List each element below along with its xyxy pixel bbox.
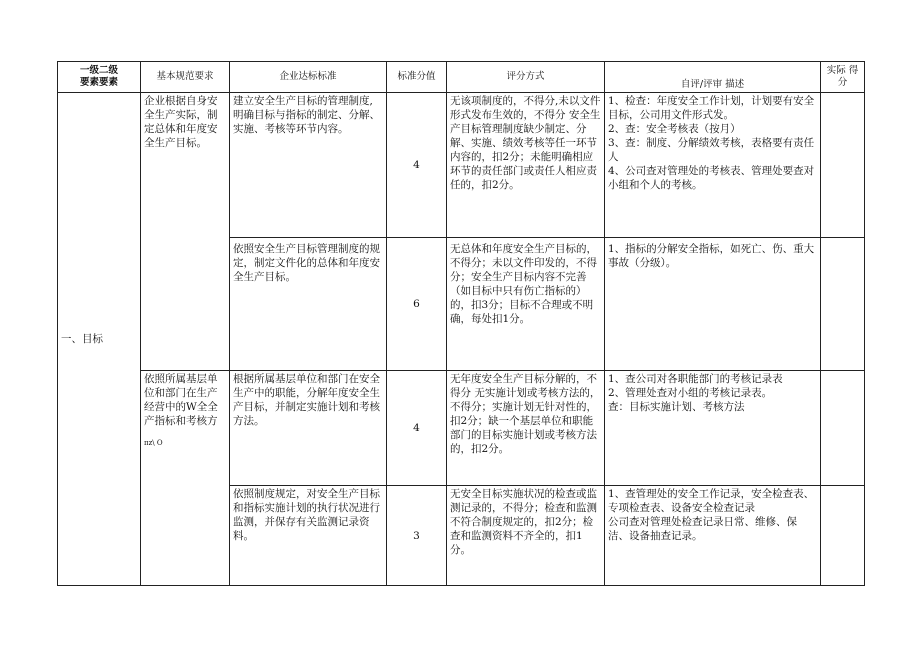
score-cell: 6 — [387, 238, 447, 371]
method-cell: 无总体和年度安全生产目标的，不得分；未以文件印发的，不得分；安全生产目标内容不完善（如目标中只有伤亡指标的）的，扣3分；目标不合理或不明确，每处扣1分。 — [447, 238, 605, 371]
basic-requirement-cell — [141, 371, 230, 586]
header-row — [58, 62, 865, 93]
header-self-eval: 自评/评审 描述 — [605, 62, 821, 93]
self-eval-cell: 1、查管理处的安全工作记录，安全检查表、专项检查表、设备安全检查记录 公司查对管理处检查记录日常、维修、保洁、设备抽查记录。 — [605, 486, 821, 586]
score-cell: 4 — [387, 371, 447, 486]
basic-requirement-cell: 企业根据自身安全生产实际，制定总体和年度安全生产目标。 — [141, 93, 230, 371]
self-eval-cell: 1、指标的分解安全指标，如死亡、伤、重大事故（分级）。 — [605, 238, 821, 371]
actual-score-cell — [821, 93, 865, 238]
standards-table — [57, 61, 865, 586]
header-basic-requirements: 基本规范要求 — [141, 62, 230, 93]
table-row — [58, 371, 865, 486]
basic-requirement-text: 依照所属基层单位和部门在生产经营中的W全全产指标和考核方 — [144, 373, 218, 427]
standard-cell: 依照制度规定，对安全生产目标和指标实施计划的执行状况进行监测，并保存有关监测记录资料。 — [230, 486, 387, 586]
level1-cell: 一、目标 — [58, 93, 141, 586]
method-cell: 无安全目标实施状况的检查或监测记录的，不得分；检查和监测不符合制度规定的，扣2分；检查和监测资料不齐全的，扣1分。 — [447, 486, 605, 586]
actual-score-cell — [821, 486, 865, 586]
standard-cell: 建立安全生产目标的管理制度,明确目标与指标的制定、分解、实施、考核等环节内容。 — [230, 93, 387, 238]
header-score: 标准分值 — [387, 62, 447, 93]
method-cell: 无该项制度的，不得分,未以文件形式发布生效的，不得分 安全生产目标管理制度缺少制定、分解、实施、绩效考核等任一环节内容的，扣2分；未能明确相应环节的责任部门或责任人相应责任的，扣2分。 — [447, 93, 605, 238]
self-eval-cell: 1、查公司对各职能部门的考核记录表 2、管理处查对小组的考核记录表。 查：目标实施计划、考核方法 — [605, 371, 821, 486]
header-level-line2: 要素要素 — [79, 77, 118, 88]
standard-cell: 根据所属基层单位和部门在安全生产中的职能，分解年度安全生产目标，并制定实施计划和考核方法。 — [230, 371, 387, 486]
header-level-line1: 一级二级 — [79, 65, 118, 76]
actual-score-cell — [821, 238, 865, 371]
header-actual-score: 实际 得分 — [821, 62, 865, 93]
score-cell: 4 — [387, 93, 447, 238]
actual-score-cell — [821, 371, 865, 486]
table-row — [58, 93, 865, 238]
standard-cell: 依照安全生产目标管理制度的规定，制定文件化的总体和年度安全生产目标。 — [230, 238, 387, 371]
header-method: 评分方式 — [447, 62, 605, 93]
score-cell: 3 — [387, 486, 447, 586]
basic-requirement-note: πz\ O — [144, 439, 163, 447]
header-standard: 企业达标标准 — [230, 62, 387, 93]
method-cell: 无年度安全生产目标分解的，不得分 无实施计划或考核方法的，不得分；实施计划无针对性的，扣2分；缺一个基层单位和职能部门的目标实施计划或考核方法的，扣2分。 — [447, 371, 605, 486]
header-level — [58, 62, 141, 93]
self-eval-cell: 1、检查：年度安全工作计划，计划要有安全目标，公司用文件形式发。 2、查：安全考核表（按月） 3、查：制度、分解绩效考核，表格要有责任人 4、公司查对管理处的考核表、管理处要查对小组和个人的考核。 — [605, 93, 821, 238]
